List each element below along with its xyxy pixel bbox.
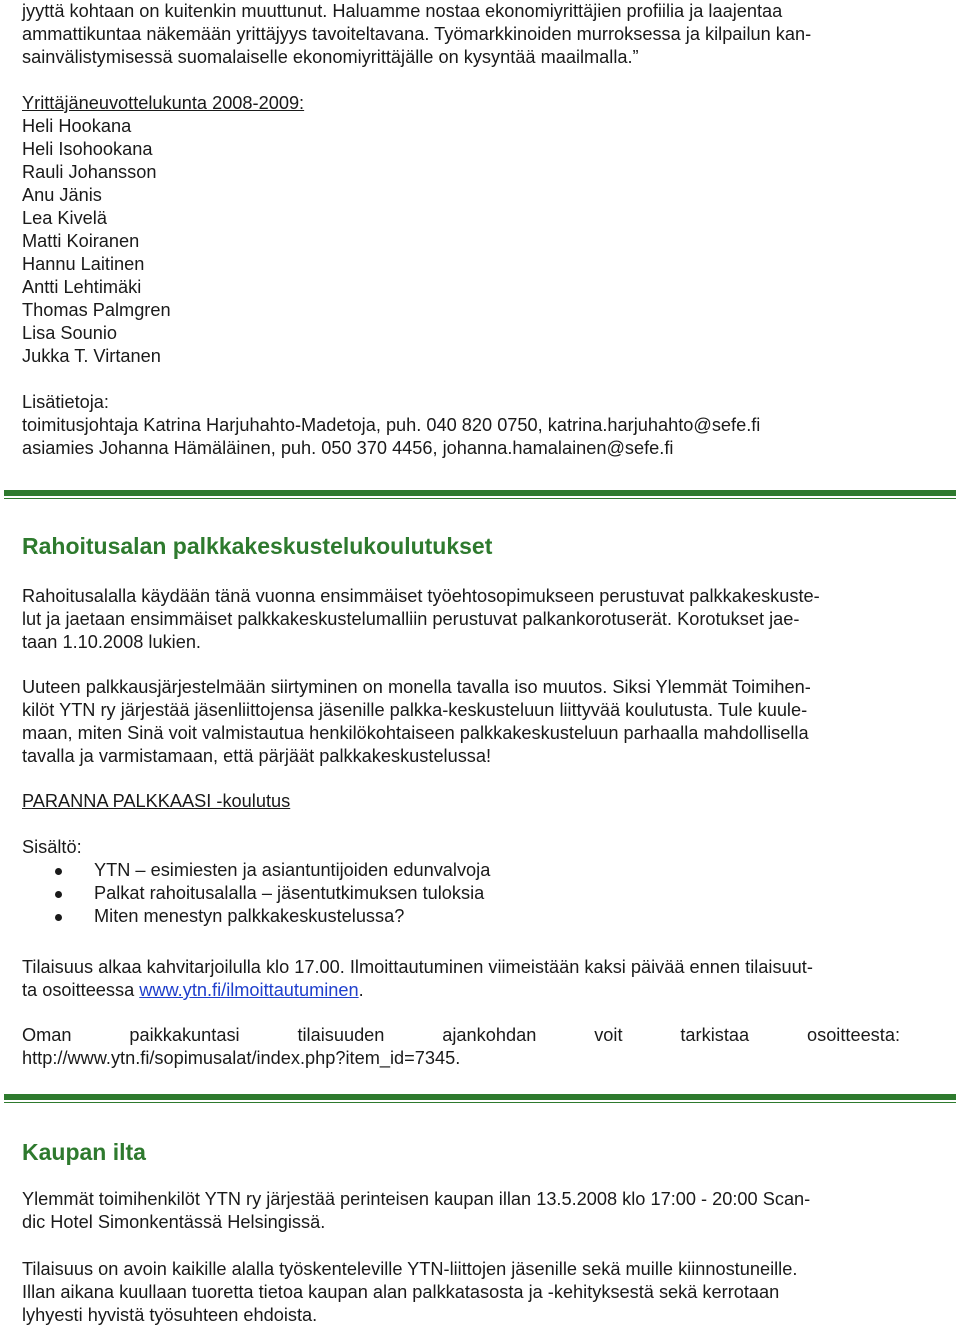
section-title-kaupan-ilta: Kaupan ilta — [22, 1139, 146, 1165]
committee-member: Thomas Palmgren — [22, 300, 171, 320]
committee-member: Lisa Sounio — [22, 323, 118, 343]
section1-paragraph-1 — [22, 585, 900, 654]
content-label: Sisältö: — [22, 837, 82, 857]
section1-paragraph-2 — [22, 676, 900, 768]
contact-info — [22, 391, 900, 460]
paragraph-line: Uuteen palkkausjärjestelmään siirtyminen on monella tavalla iso muutos. Siksi Ylemmät Toimihen- — [22, 677, 811, 697]
paragraph-line: Tilaisuus on avoin kaikille alalla työskenteleville YTN-liittojen jäsenille sekä muille kiinnostuneille. — [22, 1259, 798, 1279]
paragraph-line: Ylemmät toimihenkilöt YTN ry järjestää perinteisen kaupan illan 13.5.2008 klo 17:00 - 20:00 Scan- — [22, 1189, 811, 1209]
intro-line: jyyttä kohtaan on kuitenkin muuttunut. Haluamme nostaa ekonomiyrittäjien profiilia ja laajentaa — [22, 1, 783, 21]
paragraph-line: lyhyesti hyvistä työsuhteen ehdoista. — [22, 1305, 318, 1325]
paragraph-line: maan, miten Sinä voit valmistautua henkilökohtaiseen palkkakeskusteluun parhaalla mahdollisella — [22, 723, 809, 743]
bullet-dot-icon — [55, 891, 62, 898]
committee-member: Antti Lehtimäki — [22, 277, 142, 297]
committee-member: Anu Jänis — [22, 185, 102, 205]
paragraph-line: kilöt YTN ry järjestää jäsenliittojensa jäsenille palkka-keskusteluun liittyvää koulutusta. Tule kuule- — [22, 700, 808, 720]
section1-paragraph-4 — [22, 1024, 900, 1070]
bullet-dot-icon — [55, 914, 62, 921]
schedule-word: tarkistaa — [680, 1025, 750, 1045]
committee-member: Matti Koiranen — [22, 231, 140, 251]
paragraph-line: taan 1.10.2008 lukien. — [22, 632, 201, 652]
course-title: PARANNA PALKKAASI -koulutus — [22, 791, 291, 811]
schedule-word: ajankohdan — [442, 1025, 537, 1045]
course-title-wrap — [22, 790, 900, 813]
schedule-word: paikkakuntasi — [129, 1025, 240, 1045]
paragraph-line: tavalla ja varmistamaan, että pärjäät palkkakeskustelussa! — [22, 746, 492, 766]
contact-line: toimitusjohtaja Katrina Harjuhahto-Madetoja, puh. 040 820 0750, katrina.harjuhahto@sefe.fi — [22, 415, 761, 435]
content-bullets — [22, 859, 900, 928]
schedule-line — [22, 1024, 900, 1047]
committee-title: Yrittäjäneuvottelukunta 2008-2009: — [22, 93, 305, 113]
registration-line: Tilaisuus alkaa kahvitarjoilulla klo 17.00. Ilmoittautuminen viimeistään kaksi päivää ennen tilaisuut- — [22, 957, 813, 977]
schedule-word: tilaisuuden — [297, 1025, 385, 1045]
section-title-rahoitusala: Rahoitusalan palkkakeskustelukoulutukset — [22, 533, 493, 559]
committee-member: Jukka T. Virtanen — [22, 346, 161, 366]
intro-line: sainvälistymisessä suomalaiselle ekonomiyrittäjälle on kysyntää maailmalla.” — [22, 47, 639, 67]
paragraph-line: lut ja jaetaan ensimmäiset palkkakeskustelumalliin perustuvat palkankorotuserät. Korotukset jae- — [22, 609, 800, 629]
committee-member: Rauli Johansson — [22, 162, 157, 182]
committee-members — [22, 115, 900, 368]
paragraph-line: dic Hotel Simonkentässä Helsingissä. — [22, 1212, 326, 1232]
bullet-item: Palkat rahoitusalalla – jäsentutkimuksen tuloksia — [22, 882, 900, 905]
contact-line: asiamies Johanna Hämäläinen, puh. 050 370 4456, johanna.hamalainen@sefe.fi — [22, 438, 674, 458]
committee-member: Heli Isohookana — [22, 139, 153, 159]
section-divider-2 — [4, 1094, 956, 1103]
committee-member: Lea Kivelä — [22, 208, 107, 228]
paragraph-line: Illan aikana kuullaan tuoretta tietoa kaupan alan palkkatasosta ja -kehityksestä sekä kerrotaan — [22, 1282, 780, 1302]
committee-member: Hannu Laitinen — [22, 254, 145, 274]
registration-link[interactable]: www.ytn.fi/ilmoittautuminen — [139, 980, 359, 1000]
schedule-word: Oman — [22, 1025, 72, 1045]
schedule-word: voit — [594, 1025, 623, 1045]
section2-paragraph-1 — [22, 1188, 900, 1234]
intro-paragraph — [22, 0, 900, 69]
bullet-dot-icon — [55, 868, 62, 875]
section-divider — [4, 490, 956, 499]
committee-member: Heli Hookana — [22, 116, 132, 136]
section1-paragraph-3 — [22, 956, 900, 1002]
contact-label: Lisätietoja: — [22, 392, 109, 412]
section2-paragraph-2 — [22, 1258, 900, 1327]
schedule-url: http://www.ytn.fi/sopimusalat/index.php?item_id=7345. — [22, 1048, 461, 1068]
content-section — [22, 836, 900, 928]
schedule-word: osoitteesta: — [806, 1025, 900, 1045]
bullet-item: YTN – esimiesten ja asiantuntijoiden edunvalvoja — [22, 859, 900, 882]
committee-list — [22, 92, 900, 368]
intro-line: ammattikuntaa näkemään yrittäjyys tavoiteltavana. Työmarkkinoiden murroksessa ja kilpailun kan- — [22, 24, 812, 44]
bullet-item: Miten menestyn palkkakeskustelussa? — [22, 905, 900, 928]
registration-line-2: ta osoitteessa www.ytn.fi/ilmoittautuminen. — [22, 980, 364, 1000]
paragraph-line: Rahoitusalalla käydään tänä vuonna ensimmäiset työehtosopimukseen perustuvat palkkakeskuste- — [22, 586, 820, 606]
